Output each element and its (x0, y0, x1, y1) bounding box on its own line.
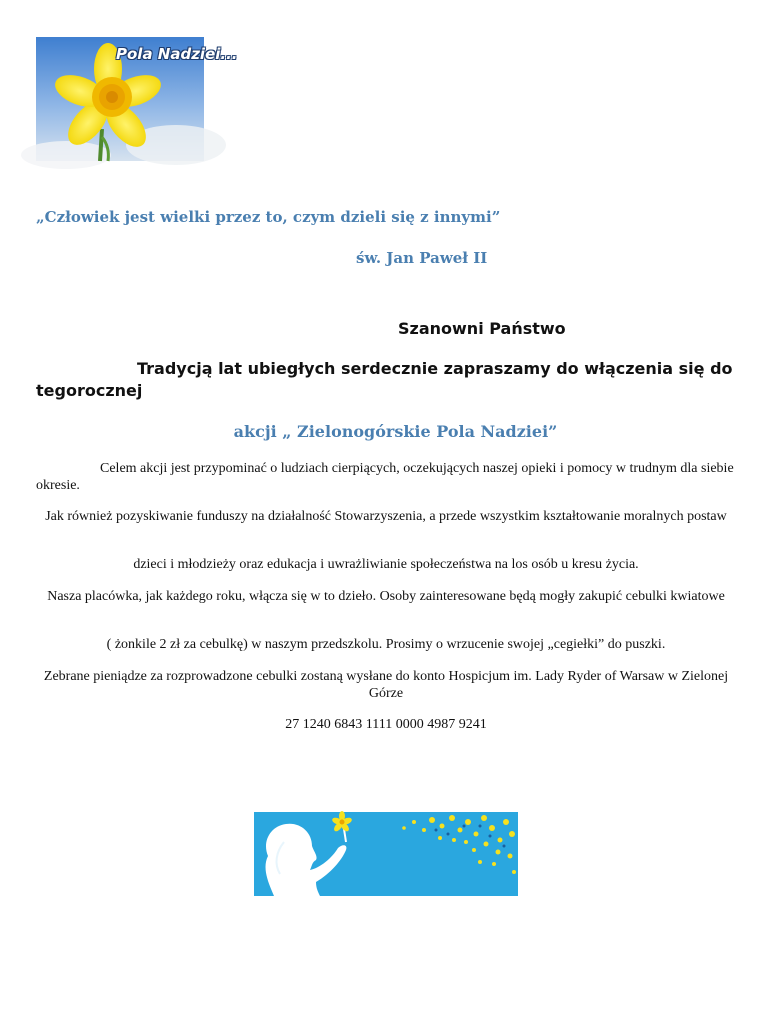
letter-greeting: Szanowni Państwo (398, 319, 566, 338)
paragraph-education: dzieci i młodzieży oraz edukacja i uwrażliwianie społeczeństwa na los osób u kresu życia. (133, 557, 639, 572)
paragraph-purpose: Celem akcji jest przypominać o ludziach cierpiących, oczekujących naszej opieki i pomocy w trudnym dla siebie okresie. (36, 461, 734, 493)
logo-title: Pola Nadziei... (116, 45, 238, 63)
paragraph-price: ( żonkile 2 zł za cebulkę) w naszym przedszkolu. Prosimy o wrzucenie swojej „cegiełki” do puszki. (106, 637, 666, 652)
campaign-title: akcji „ Zielonogórskie Pola Nadziei” (233, 422, 558, 441)
letter-intro: Tradycją lat ubiegłych serdecznie zapraszamy do włączenia się do tegorocznej (36, 359, 733, 400)
paragraph-funding: Jak również pozyskiwanie funduszy na działalność Stowarzyszenia, a przede wszystkim kształtowanie moralnych postaw (45, 509, 727, 524)
quote-text: „Człowiek jest wielki przez to, czym dzieli się z innymi” (36, 208, 501, 226)
paragraph-hospice: Zebrane pieniądze za rozprowadzone cebulki zostaną wysłane do konto Hospicjum im. Lady Ryder of Warsaw w Zielonej Górze (43, 669, 729, 701)
pola-nadziei-logo (36, 37, 238, 161)
child-silhouette-illustration (254, 812, 518, 896)
paragraph-participation: Nasza placówka, jak każdego roku, włącza się w to dzieło. Osoby zainteresowane będą mogły zakupić cebulki kwiatowe (47, 589, 725, 604)
child-daffodil-banner (254, 812, 518, 896)
quote-author: św. Jan Paweł II (356, 249, 488, 267)
bank-account-number: 27 1240 6843 1111 0000 4987 9241 (285, 717, 487, 732)
